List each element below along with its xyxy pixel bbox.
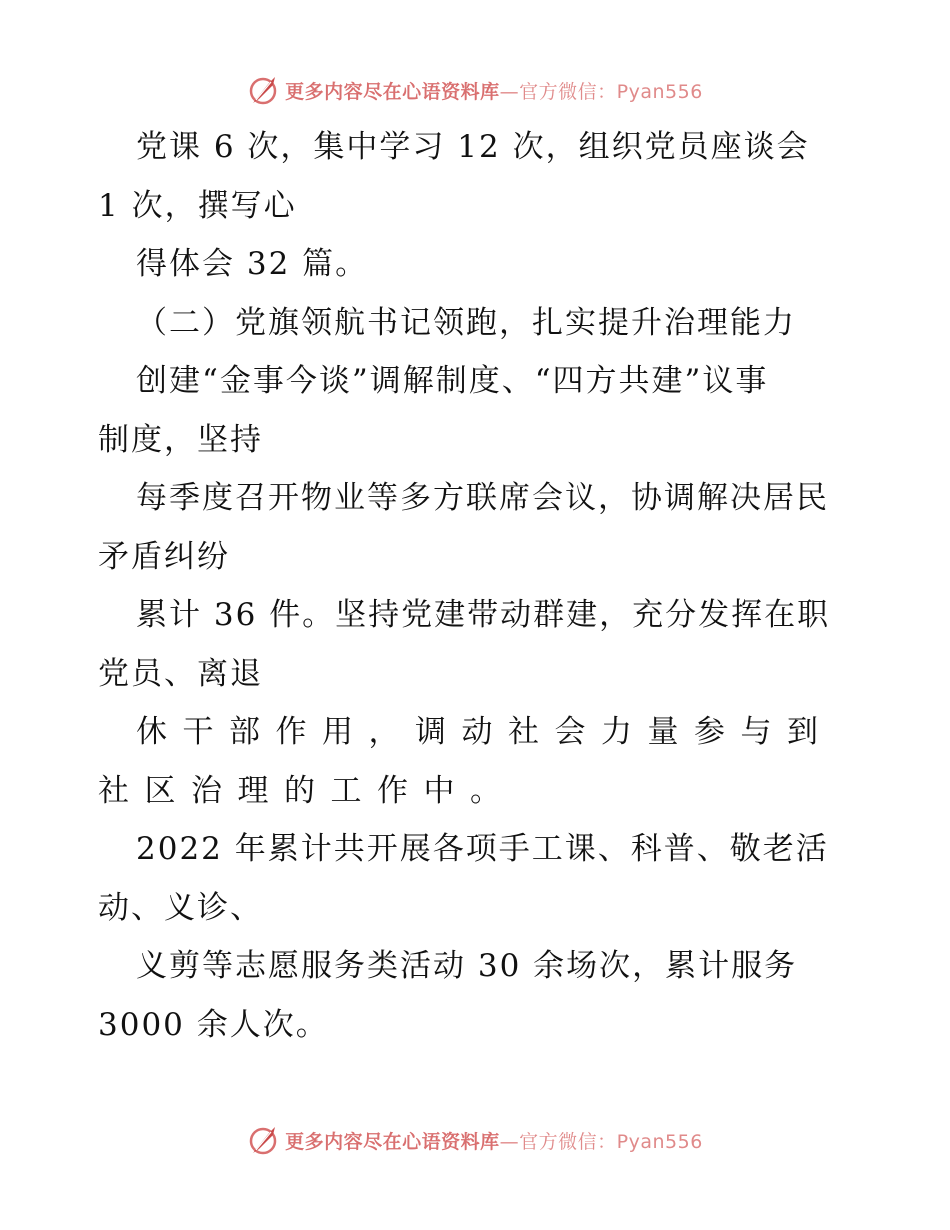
header-watermark [0,70,950,110]
section-heading: （二）党旗领航书记领跑，扎实提升治理能力 [136,304,796,341]
quill-pen-logo-icon [247,1123,281,1157]
watermark-tail: —官方微信：Pyan556 [499,1130,703,1153]
paragraph-line: 2022 年累计共开展各项手工课、科普、敬老活 [136,831,829,867]
paragraph-line: 社区治理的工作中。 [98,772,517,809]
paragraph-line: 矛盾纠纷 [98,538,230,575]
watermark-text [285,77,703,104]
footer-watermark [0,1120,950,1160]
watermark-tail: —官方微信：Pyan556 [499,80,703,103]
paragraph-line: 得体会 32 篇。 [136,246,369,282]
watermark-main: 更多内容尽在心语资料库 [285,80,500,103]
paragraph-line: 党员、离退 [98,655,263,692]
body-text [98,118,858,1054]
paragraph-line: 制度，坚持 [98,421,263,458]
paragraph-line: 累计 36 件。坚持党建带动群建，充分发挥在职 [136,597,831,633]
paragraph-line: 义剪等志愿服务类活动 30 余场次，累计服务 [136,948,798,984]
watermark-text [285,1127,703,1154]
paragraph-line: 创建“金事今谈”调解制度、“四方共建”议事 [136,363,769,399]
paragraph-line: 1 次，撰写心 [98,187,297,224]
paragraph-line: 每季度召开物业等多方联席会议，协调解决居民 [136,480,829,516]
quill-pen-logo-icon [247,73,281,107]
paragraph-line: 休干部作用，调动社会力量参与到 [136,714,834,750]
paragraph-line: 3000 余人次。 [98,1006,329,1043]
paragraph-line: 动、义诊、 [98,889,263,926]
watermark-main: 更多内容尽在心语资料库 [285,1130,500,1153]
paragraph-line: 党课 6 次，集中学习 12 次，组织党员座谈会 [136,129,810,165]
